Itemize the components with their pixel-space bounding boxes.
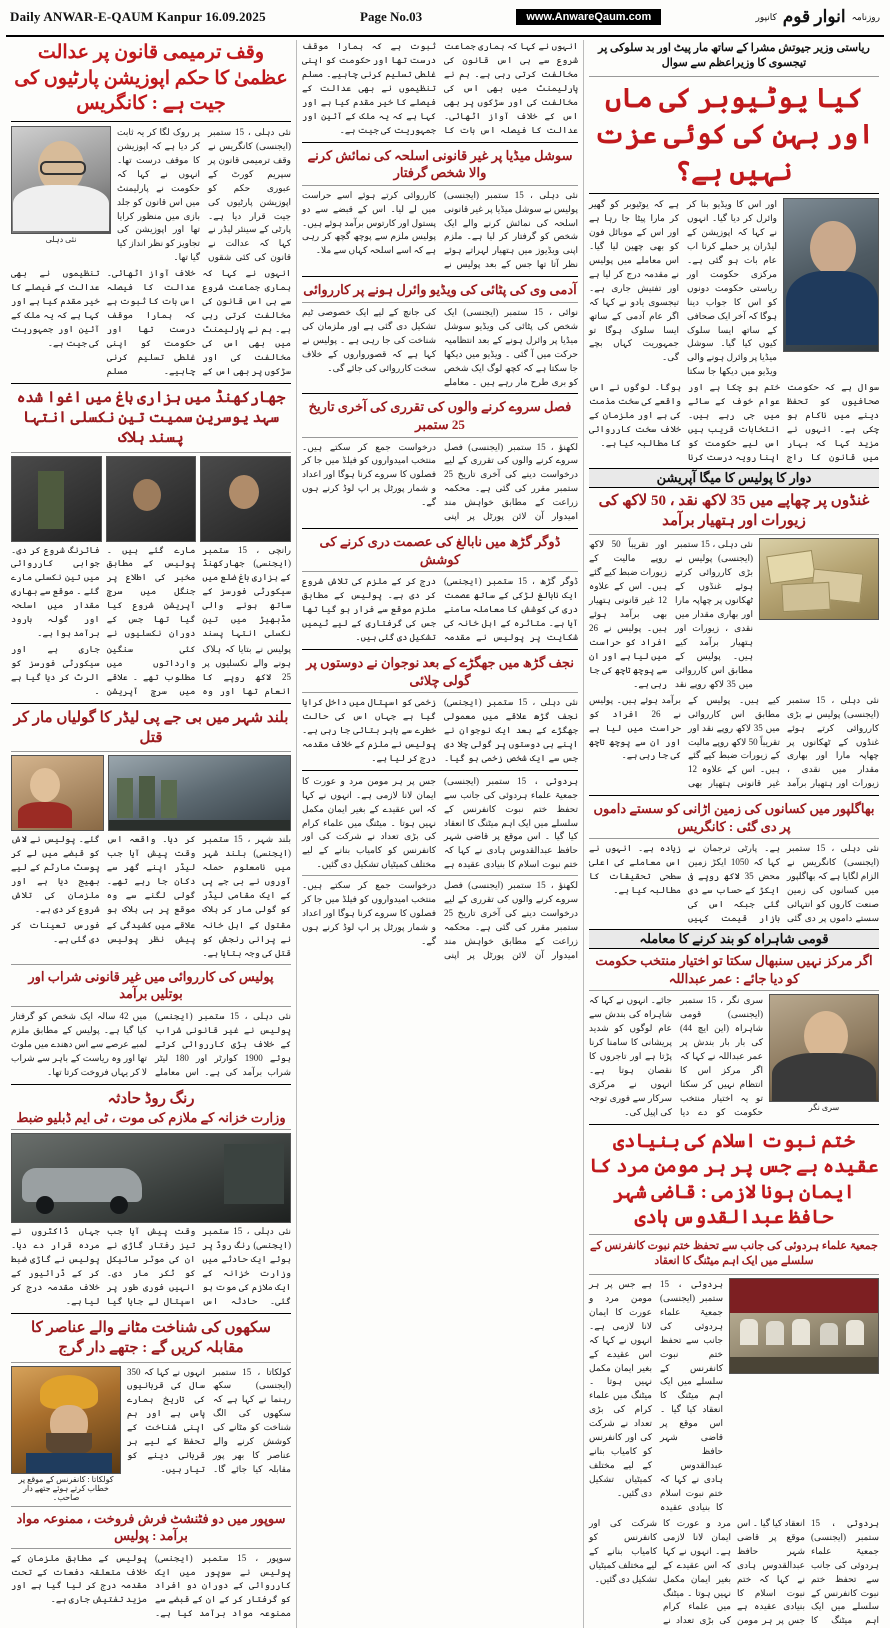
liquor-headline: پولیس کی کارروائی میں غیر قانونی شراب اور بوتلیں برآمد — [28, 968, 274, 1002]
sikh-headline: سکھوں کی شناخت مٹانے والے عناصر کا مقابلہ کریں گے : جتھے دار گرج — [31, 1320, 271, 1357]
bulandshahr-body-2: مقتول کے اہل خانہ نے پرانی رنجش کو قتل کی وجہ بتایا ہے۔ علاقے میں کشیدگی کے پیش نظر پولیس فورس تعینات کر دی گئی ہے۔ — [11, 919, 291, 958]
section-police-operation: دوار کا پولیس کا میگا آپریشن — [589, 468, 879, 488]
ring-road-headline: رنگ روڈ حادثہ — [107, 1090, 195, 1107]
lead-photo — [783, 198, 879, 352]
lead-story-block — [589, 198, 879, 379]
bulandshahr-headline: بلند شہر میں بی جے پی لیڈر کا گولیاں مار کر قتل — [13, 709, 289, 747]
waqf-body: نئی دہلی ، 15 ستمبر (ایجنسی) کانگریس نے وقف ترمیمی قانون پر سپریم کورٹ کے عبوری حکم کو اپوزیشن پارٹیوں کی جیت قرار دیا ہے۔ پارٹی کے سینئر لیڈر نے کہا کہ عدالت نے قانون کی کئی شقوں پر روک لگا کر یہ ثابت کر دیا ہے کہ اپوزیشن کا موقف درست تھا۔ انہوں نے کہا کہ حکومت نے پارلیمنٹ میں اس قانون کو جلد بازی میں منظور کرایا تھا اور اپوزیشن کی تجاویز کو نظر انداز کیا گیا تھا۔ — [117, 126, 291, 263]
lead-headline: کیا یوٹیوبر کی ماں اور بہن کی کوئی عزت نہیں ہے؟ — [593, 82, 875, 186]
jharkhand-body-2: پولیس نے بتایا کہ ہلاک ہونے والے نکسلیوں پر 25 لاکھ روپے کا انعام تھا اور وہ کئی سنگین وارداتوں میں مطلوب تھے ۔ علاقے میں سرچ آپریشن جاری ہے اور سیکورٹی فورسز کو الرٹ کر دیا گیا ہے ۔ — [11, 644, 291, 696]
dogar-body: ڈوگر گڑھ ، 15 ستمبر (ایجنسی) ایک نابالغ لڑکی کے ساتھ عصمت دری کی کوشش کا معاملہ سامنے آیا ہے۔ متاثرہ کے اہل خانہ کی شکایت پر پولیس نے مقدمہ درج کر کے ملزم کی تلاش شروع کر دی ہے۔ پولیس کے مطابق ملزم موقع سے فرار ہو گیا تھا جس کی گرفتاری کے لیے ٹیمیں تشکیل دی گئی ہیں۔ — [302, 576, 578, 643]
conference-photo — [729, 1278, 879, 1374]
finance-headline: وزارت خزانہ کے ملازم کی موت ، ٹی ایم ڈبلیو ضبط — [16, 1109, 286, 1125]
goons-body: نئی دہلی ، 15 ستمبر (ایجنسی) پولیس نے بڑی کارروائی کرتے ہوئے غنڈوں کے ٹھکانوں پر چھاپہ مارا اور بھاری مقدار میں نقدی ، زیورات اور ہتھیار برآمد کیے ہیں۔ پولیس کے مطابق اس کارروائی میں 35 لاکھ روپے نقد اور تقریباً 50 لاکھ روپے مالیت کے زیورات ضبط کیے گئے ہیں۔ اس کے علاوہ 12 غیر قانونی ہتھیار بھی برآمد ہوئے ہیں۔ پولیس نے 26 افراد کو حراست میں لیا ہے اور ان سے پوچھ تاچھ کی جا رہی ہے۔ — [589, 539, 753, 689]
logo — [756, 7, 881, 27]
bhagalpur-headline: بھاگلپور میں کسانوں کی زمین اڑانی کو سستے داموں پر دی گئی : کانگریس — [593, 801, 875, 834]
crop-survey-body: لکھنؤ ، 15 ستمبر (ایجنسی) فصل سروے کرنے والوں کی تقرری کے لیے درخواست دینے کی آخری تاریخ 25 ستمبر مقرر کی گئی ہے۔ محکمہ زراعت کے مطابق خواہش مند امیدوار آن لائن پورٹل پر اپنی درخواست جمع کر سکتے ہیں۔ منتخب امیدواروں کو فیلڈ میں جا کر فصلوں کا سروے کرنا ہوگا اور اعداد و شمار پورٹل پر اپ لوڈ کرنے ہوں گے۔ — [302, 441, 578, 522]
crop-survey-headline: فصل سروے کرنے والوں کی تقرری کی آخری تاریخ 25 ستمبر — [308, 399, 572, 432]
omar-abdullah-photo — [769, 994, 879, 1102]
seized-cash-photo — [759, 538, 879, 620]
lead-body: اور اس کا ویڈیو بنا کر وائرل کر دیا گیا۔ انہوں نے کہا کہ اپوزیشن کے لیڈران پر حملے کرنا اب عام بات ہو گئی ہے۔ مرکزی حکومت اور ریاستی حکومت دونوں کو اس کا جواب دینا ہوگا کہ آخر ایک صحافی کے ساتھ ایسا سلوک کیوں کیا گیا۔ سوشل میڈیا پر وائرل ہونے والی ویڈیو میں دیکھا جا سکتا ہے کہ یوٹیوبر کو گھیر کر مارا پیٹا جا رہا ہے اور اس کے موبائل فون کو بھی چھین لیا گیا۔ اس معاملے میں پولیس نے مقدمہ درج کر لیا ہے اور تفتیش جاری ہے۔ تیجسوی یادو نے کہا کہ اگر عام آدمی کے ساتھ ایسا سلوک ہوگا تو جمہوریت کہاں بچے گی۔ — [589, 199, 777, 377]
khatm-body: ہردوئی ، 15 ستمبر (ایجنسی) جمعیۃ علماء ہردوئی کی جانب سے تحفظ ختم نبوت کانفرنس کے سلسلے میں ایک اہم میٹنگ کا انعقاد کیا گیا ۔ اس موقع پر قاضی شہر حافظ عبدالقدوس ہادی نے کہا کہ ختم نبوت اسلام کا بنیادی عقیدہ ہے جس پر ہر مومن مرد و عورت کا ایمان لانا لازمی ہے۔ انہوں نے کہا کہ اس عقیدے کے بغیر ایمان مکمل نہیں ہوتا ۔ میٹنگ میں علماء کرام کی بڑی تعداد نے شرکت کی اور کانفرنس کو کامیاب بنانے کے لیے مختلف کمیٹیاں تشکیل دی گئیں۔ — [589, 1278, 723, 1512]
content-grid — [6, 40, 884, 1628]
video-viral-body: نوائی ، 15 ستمبر (ایجنسی) ایک شخص کی پٹائی کی ویڈیو سوشل میڈیا پر وائرل ہونے کے بعد انتظامیہ حرکت میں آ گئی ۔ ویڈیو میں دیکھا جا سکتا ہے کہ کچھ لوگ ایک شخص کو بری طرح مار رہے ہیں ۔ معاملے کی جانچ کے لیے ایک خصوصی ٹیم تشکیل دی گئی ہے اور ملزمان کی شناخت کی جا رہی ہے ۔ پولیس نے کہا ہے کہ قصورواروں کے خلاف سخت کارروائی کی جائے گی۔ — [302, 306, 578, 387]
sikh-photo-caption: کولکاتا : کانفرنس کے موقع پر خطاب کرتے ہوئے جتھے دار صاحب۔ — [18, 1474, 114, 1502]
najafgarh-headline: نجف گڑھ میں جھگڑے کے بعد نوجوان نے دوستوں پر گولی چلائی — [306, 654, 574, 688]
page-number: Page No.03 — [360, 9, 423, 24]
highway-photo-caption: سری نگر — [808, 1103, 840, 1113]
middle-filler-text-2: لکھنؤ ، 15 ستمبر (ایجنسی) فصل سروے کرنے والوں کی تقرری کے لیے درخواست دینے کی آخری تاریخ 25 ستمبر مقرر کی گئی ہے۔ محکمہ زراعت کے مطابق خواہش مند امیدوار آن لائن پورٹل پر اپنی درخواست جمع کر سکتے ہیں۔ منتخب امیدواروں کو فیلڈ میں جا کر فصلوں کا سروے کرنا ہوگا اور اعداد و شمار پورٹل پر اپ لوڈ کرنے ہوں گے۔ — [302, 880, 578, 960]
column-right — [584, 40, 884, 1628]
jharkhand-body: رانچی ، 15 ستمبر (ایجنسی) جھارکھنڈ کے ہزاری باغ ضلع میں سیکورٹی فورسز کے ساتھ ہونے والی مڈبھیڑ میں تین نکسلی انتہا پسند مارے گئے ہیں ۔ پولیس کے مطابق مخبر کی اطلاع پر جنگل میں سرچ آپریشن شروع کیا گیا تھا جس کے دوران نکسلیوں نے فائرنگ شروع کر دی۔ جوابی کارروائی میں تین نکسلی مارے گئے ۔ موقع سے بھاری مقدار میں اسلحہ اور گولہ بارود برآمد ہوا ہے۔ — [11, 544, 291, 639]
khatm-body-cont: ہردوئی ، 15 ستمبر (ایجنسی) جمعیۃ علماء ہردوئی کی جانب سے تحفظ ختم نبوت کانفرنس کے سلسلے میں ایک اہم میٹنگ کا انعقاد کیا گیا ۔ اس موقع پر قاضی شہر حافظ عبدالقدوس ہادی نے کہا کہ ختم نبوت اسلام کا بنیادی عقیدہ ہے جس پر ہر مومن مرد و عورت کا ایمان لانا لازمی ہے۔ انہوں نے کہا کہ اس عقیدے کے بغیر ایمان مکمل نہیں ہوتا ۔ میٹنگ میں علماء کرام کی بڑی تعداد نے شرکت کی اور کانفرنس کو کامیاب بنانے کے لیے مختلف کمیٹیاں تشکیل دی گئیں۔ — [589, 1517, 879, 1626]
sikh-leader-photo — [11, 1366, 121, 1474]
naxal-photo-1 — [200, 456, 291, 542]
goons-headline: غنڈوں پر چھاپے میں 35 لاکھ نقد ، 50 لاکھ کی زیورات اور ہتھیار برآمد — [598, 492, 870, 530]
sikh-body: کولکاتا ، 15 ستمبر (ایجنسی) سکھ رہنما نے کہا ہے کہ سکھوں کی الگ شناخت کو مٹانے کی کوشش کرنے والے عناصر کا بھر پور مقابلہ کیا جائے گا۔ انہوں نے کہا کہ 350 سال کی قربانیوں کی تاریخ ہمارے پاس ہے اور ہم اپنی شناخت کے تحفظ کے لیے ہر قربانی دینے کو تیار ہیں۔ — [127, 1366, 291, 1475]
highway-body: سری نگر ، 15 ستمبر (ایجنسی) قومی شاہراہ (این ایچ 44) کی بار بار بندش پر عمر عبداللہ نے کہا کہ اگر مرکز اس کا انتظام نہیں کر سکتا تو یہ اختیار منتخب حکومت کو دے دیا جائے۔ انہوں نے کہا کہ شاہراہ کی بندش سے عام لوگوں کو شدید پریشانی کا سامنا کرنا پڑتا ہے اور تاجروں کا نقصان ہوتا ہے۔ انہوں نے مرکزی سرکار سے فوری توجہ کی اپیل کی۔ — [589, 995, 763, 1117]
column-left — [6, 40, 296, 1628]
accident-photo — [11, 1133, 291, 1223]
social-media-body: نئی دہلی ، 15 ستمبر (ایجنسی) پولیس نے سوشل میڈیا پر غیر قانونی اسلحہ کی نمائش کرنے والے ایک شخص کو گرفتار کر لیا ہے۔ ملزم اپنی ویڈیوز میں ہتھیار لہراتے ہوئے نظر آتا تھا جس کے بعد پولیس نے کارروائی کرتے ہوئے اسے حراست میں لے لیا۔ اس کے قبضے سے دو پستول اور کارتوس برآمد ہوئے ہیں۔ پولیس ملزم سے پوچھ گچھ کر رہی ہے کہ اسے اسلحہ کہاں سے ملا۔ — [302, 189, 578, 270]
najafgarh-body: نئی دہلی ، 15 ستمبر (ایجنسی) نجف گڑھ علاقے میں معمولی جھگڑے کے بعد ایک نوجوان نے اپنے ہی دوستوں پر گولی چلا دی جس سے ایک شخص زخمی ہو گیا۔ زخمی کو اسپتال میں داخل کرایا گیا ہے جہاں اس کی حالت خطرے سے باہر بتائی جا رہی ہے۔ پولیس نے ملزم کے خلاف مقدمہ درج کر لیا ہے۔ — [302, 697, 578, 763]
khatm-subheadline: جمعیۃ علماء ہردوئی کی جانب سے تحفظ ختم نبوت کانفرنس کے سلسلے میں ایک اہم میٹنگ کا انعقاد — [590, 1240, 878, 1268]
bhagalpur-body: نئی دہلی ، 15 ستمبر (ایجنسی) کانگریس نے الزام لگایا ہے کہ بھاگلپور میں کسانوں کی زمین صنعت کاروں کو انتہائی سستے داموں پر دی گئی ہے۔ پارٹی ترجمان نے کہا کہ 1050 ایکڑ زمین محض 35 لاکھ روپے فی ایکڑ کے حساب سے دی گئی جبکہ اس کی بازار قیمت کہیں زیادہ ہے۔ انہوں نے اس معاملے کی اعلیٰ سطحی تحقیقات کا مطالبہ کیا ہے۔ — [589, 843, 879, 924]
social-media-headline: سوشل میڈیا پر غیر قانونی اسلحہ کی نمائش کرنے والا شخص گرفتار — [307, 147, 573, 181]
masthead — [6, 0, 884, 37]
lead-body-2: سوال ہے کہ حکومت صحافیوں کو تحفظ دینے میں ناکام ہو چکی ہے۔ انہوں نے مزید کہا کہ بہار میں قانون کا راج ختم ہو چکا ہے اور عوام خوف کے سائے میں جی رہے ہیں۔ انتخابات قریب ہیں اس لیے حکومت کو اپنا رویہ درست کرنا ہوگا۔ لوگوں نے اس واقعے کی سخت مذمت کی ہے اور ملزمان کے خلاف سخت کارروائی کا مطالبہ کیا ہے۔ — [589, 382, 879, 462]
section-highway: قومی شاہراہ کو بند کرنے کا معاملہ — [589, 929, 879, 949]
sopore-body: سوپور ، 15 ستمبر (ایجنسی) پولیس نے سوپور میں ایک کارروائی کے دوران دو افراد کو گرفتار کر کے ان کے قبضے سے ممنوعہ مواد برآمد کیا ہے۔ پولیس کے مطابق ملزمان کے خلاف متعلقہ دفعات کے تحت مقدمہ درج کر لیا گیا ہے اور مزید تفتیش جاری ہے۔ — [11, 1552, 291, 1619]
jharkhand-photos — [11, 456, 291, 542]
goons-body-cont: نئی دہلی ، 15 ستمبر (ایجنسی) پولیس نے بڑی کارروائی کرتے ہوئے غنڈوں کے ٹھکانوں پر چھاپہ مارا اور بھاری مقدار میں نقدی ، زیورات اور ہتھیار برآمد کیے ہیں۔ پولیس کے مطابق اس کارروائی میں 35 لاکھ روپے نقد اور تقریباً 50 لاکھ روپے مالیت کے زیورات ضبط کیے گئے ہیں۔ اس کے علاوہ 12 غیر قانونی ہتھیار بھی برآمد ہوئے ہیں۔ پولیس نے 26 افراد کو حراست میں لیا ہے اور ان سے پوچھ تاچھ کی جا رہی ہے۔ — [589, 694, 879, 789]
victim-portrait-photo — [11, 755, 104, 831]
jharkhand-headline: جھارکھنڈ میں ہزاری باغ میں اغوا شدہ سہد یوسرین سمیت تین نکسلی انتہا پسند ہلاک — [16, 389, 286, 447]
bulandshahr-scene-photo — [108, 755, 291, 831]
waqf-body-2: انہوں نے کہا کہ ہماری جماعت شروع سے ہی اس قانون کی مخالفت کرتی رہی ہے۔ ہم نے پارلیمنٹ میں بھی اس کی مخالفت کی اور سڑکوں پر بھی اس کے خلاف آواز اٹھائی۔ عدالت کا فیصلہ اس بات کا ثبوت ہے کہ ہمارا موقف درست تھا اور حکومت کو اپنی غلطی تسلیم کرنی چاہیے۔ مسلم تنظیموں نے بھی عدالت کے فیصلے کا خیر مقدم کیا ہے اور کہا ہے کہ یہ ملک کے آئین اور جمہوریت کی جیت ہے۔ — [11, 268, 291, 376]
column-middle — [296, 40, 584, 1628]
lead-kicker: ریاستی وزیر جیوتش مشرا کے ساتھ مار پیٹ اور بد سلوکی پر تیجسوی کا وزیراعظم سے سوال — [598, 42, 870, 70]
finance-body: نئی دہلی ، 15 ستمبر (ایجنسی) رنگ روڈ پر ہوئے ایک حادثے میں وزارت خزانہ کے ایک ملازم کی موت ہو گئی۔ حادثہ اس وقت پیش آیا جب تیز رفتار گاڑی نے ان کی موٹر سائیکل کو ٹکر مار دی۔ انہیں فوری طور پر اسپتال لے جایا گیا جہاں ڈاکٹروں نے مردہ قرار دے دیا۔ پولیس نے گاڑی ضبط کر کے ڈرائیور کے خلاف مقدمہ درج کر لیا ہے۔ — [11, 1226, 291, 1307]
bulandshahr-body: بلند شہر ، 15 ستمبر (ایجنسی) بلند شہر میں نامعلوم حملہ آوروں نے بی جے پی کے ایک مقامی لیڈر کو گولی مار کر ہلاک کر دیا۔ واقعہ اس وقت پیش آیا جب لیڈر اپنے گھر سے دکان جا رہے تھے۔ گولی لگنے سے وہ موقع پر ہی ہلاک ہو گئے۔ پولیس نے لاش کو قبضے میں لے کر پوسٹ مارٹم کے لیے بھیج دیا ہے اور ملزمان کی تلاش شروع کر دی ہے۔ — [11, 834, 292, 915]
naxal-photo-3 — [11, 456, 102, 542]
middle-intro-text: انہوں نے کہا کہ ہماری جماعت شروع سے ہی اس قانون کی مخالفت کرتی رہی ہے۔ ہم نے پارلیمنٹ میں بھی اس کی مخالفت کی اور سڑکوں پر بھی اس کے خلاف آواز اٹھائی۔ عدالت کا فیصلہ اس بات کا ثبوت ہے کہ ہمارا موقف درست تھا اور حکومت کو اپنی غلطی تسلیم کرنی چاہیے۔ مسلم تنظیموں نے بھی عدالت کے فیصلے کا خیر مقدم کیا ہے اور کہا ہے کہ یہ ملک کے آئین اور جمہوریت کی جیت ہے۔ — [302, 41, 578, 135]
middle-filler-text: ہردوئی ، 15 ستمبر (ایجنسی) جمعیۃ علماء ہردوئی کی جانب سے تحفظ ختم نبوت کانفرنس کے سلسلے میں ایک اہم میٹنگ کا انعقاد کیا گیا ۔ اس موقع پر قاضی شہر حافظ عبدالقدوس ہادی نے کہا کہ ختم نبوت اسلام کا بنیادی عقیدہ ہے جس پر ہر مومن مرد و عورت کا ایمان لانا لازمی ہے۔ انہوں نے کہا کہ اس عقیدے کے بغیر ایمان مکمل نہیں ہوتا ۔ میٹنگ میں علماء کرام کی بڑی تعداد نے شرکت کی اور کانفرنس کو کامیاب بنانے کے لیے مختلف کمیٹیاں تشکیل دی گئیں۔ — [302, 775, 578, 870]
sopore-headline: سوپور میں دو فٹنشٹ فرش فروخت ، ممنوعہ مواد برآمد : پولیس — [16, 1510, 286, 1544]
logo-city: کانپور — [755, 11, 777, 22]
video-viral-headline: آدمی وی کی پٹائی کی ویڈیو وائرل ہونے پر کارروائی — [303, 282, 577, 298]
website-url[interactable]: www.AnwareQaum.com — [516, 9, 661, 25]
naxal-photo-2 — [106, 456, 197, 542]
logo-sub: روزنامہ — [851, 11, 880, 22]
waqf-photo — [11, 126, 111, 234]
highway-headline: اگر مرکز نہیں سنبھال سکتا تو اختیار منتخب حکومت کو دیا جائے : عمر عبداللہ — [595, 953, 873, 986]
waqf-photo-caption: نئی دہلی — [45, 234, 77, 244]
khatm-headline: ختم نبوت اسلام کی بنیادی عقیدہ ہے جس پر ہر مومن مرد کا ایمان ہونا لازمی : قاضی شہر حافظ عبدالقدوس ہادی — [589, 1130, 879, 1229]
dogar-headline: ڈوگر گڑھ میں نابالغ کی عصمت دری کرنے کی کوشش — [319, 534, 561, 567]
liquor-body: نئی دہلی ، 15 ستمبر (ایجنسی) پولیس نے غیر قانونی شراب کے خلاف بڑی کارروائی کرتے ہوئے 1900 کوارٹر اور 180 لیٹر شراب برآمد کی ہے۔ اس معاملے میں 42 سالہ ایک شخص کو گرفتار کیا گیا ہے۔ پولیس کے مطابق ملزم لمبے عرصے سے اس دھندے میں ملوث تھا اور وہ ریاست کے باہر سے شراب لا کر یہاں فروخت کرتا تھا۔ — [11, 1010, 292, 1077]
logo-name: انوار قوم — [782, 7, 846, 26]
masthead-title: Daily ANWAR-E-QAUM Kanpur 16.09.2025 — [10, 9, 266, 24]
waqf-headline: وقف ترمیمی قانون پر عدالت عظمیٰ کا حکم اپوزیشن پارٹیوں کی جیت ہے : کانگریس — [14, 42, 288, 115]
